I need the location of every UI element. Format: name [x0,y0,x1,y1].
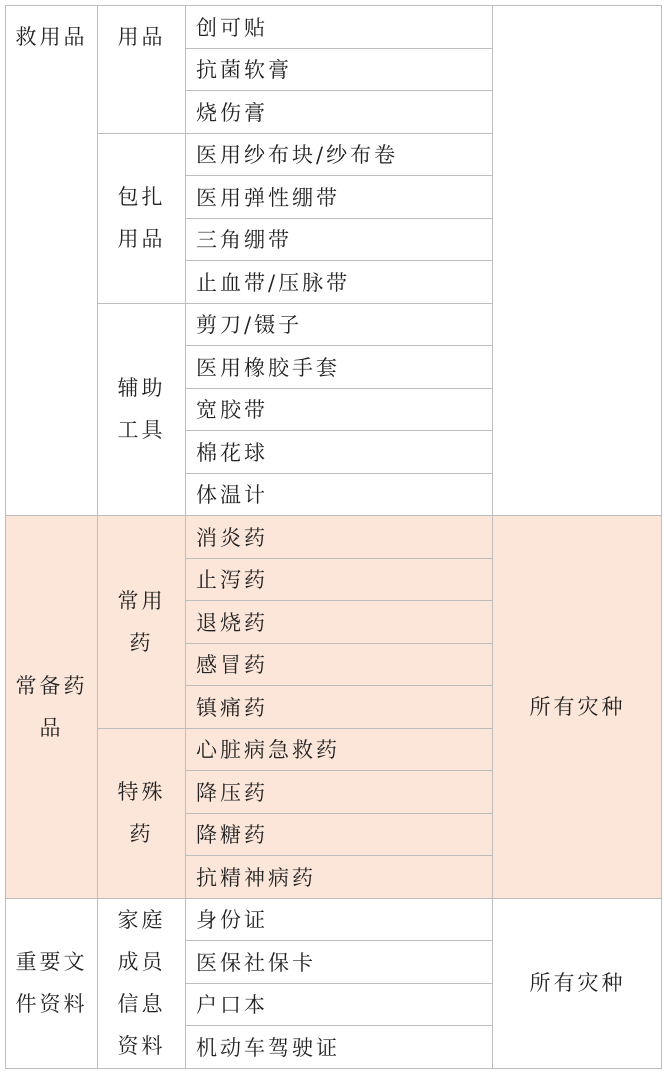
item-row [185,175,492,218]
section-note [492,898,662,1068]
item-label: 退烧药 [196,610,268,635]
item-label: 医用弹性绷带 [196,185,340,210]
section-title-text [16,941,88,1025]
item-label: 降压药 [196,780,268,805]
item-row [185,940,492,983]
item-row [185,643,492,686]
group-name-text [118,16,166,58]
group-name [97,728,185,898]
item-row [185,898,492,941]
group-name [97,515,185,728]
section-title-line: 常备药 [15,673,88,698]
section-note [492,515,662,898]
item-label: 感冒药 [196,653,268,678]
item-row [185,218,492,261]
item-label: 创可贴 [196,15,268,40]
group-name-line: 信息 [117,992,166,1016]
section-title-line: 件资料 [15,992,88,1016]
group-name-line: 常用 [117,588,166,613]
item-row [185,515,492,558]
item-label: 医用纱布块/纱布卷 [196,143,399,168]
group-name [97,898,185,1068]
item-row [185,345,492,388]
item-label: 剪刀/镊子 [196,313,303,338]
group-name-text [118,580,166,664]
item-label: 降糖药 [196,823,268,848]
item-row [185,685,492,728]
item-label: 体温计 [196,483,268,508]
item-row [185,1025,492,1068]
item-label: 抗菌软膏 [196,58,292,83]
item-label: 三角绷带 [196,228,292,253]
item-label: 止泻药 [196,568,268,593]
section-title-text [16,665,88,749]
item-row [185,983,492,1026]
group-name-line: 药 [129,630,154,655]
item-row [185,770,492,813]
group-name-text [118,367,166,451]
section-title-text [16,16,88,58]
group-name-line: 包扎 [117,185,166,209]
item-label: 镇痛药 [196,695,268,720]
item-row [185,728,492,771]
item-label: 止血带/压脉带 [196,270,351,295]
item-row [185,473,492,516]
item-row [185,855,492,898]
group-name-text [118,771,166,855]
group-name-line: 药 [129,822,154,846]
note-text: 所有灾种 [529,971,626,995]
item-label: 棉花球 [196,440,268,465]
item-label: 医用橡胶手套 [196,355,340,380]
group-name-line: 用品 [117,25,166,49]
section-note [492,5,662,515]
item-row [185,133,492,176]
item-label: 医保社保卡 [196,950,316,975]
note-text: 所有灾种 [529,694,626,719]
item-row [185,303,492,346]
group-name-text [118,899,166,1067]
item-label: 机动车驾驶证 [196,1035,340,1060]
group-name-text [118,176,166,260]
group-name-line: 用品 [117,227,166,251]
item-label: 宽胶带 [196,398,268,423]
group-name-line: 特殊 [117,780,166,804]
group-name-line: 工具 [117,418,166,443]
item-row [185,388,492,431]
item-row [185,600,492,643]
item-row [185,558,492,601]
item-row [185,430,492,473]
group-name [97,5,185,133]
item-label: 抗精神病药 [196,865,316,890]
item-row [185,260,492,303]
group-name-line: 辅助 [117,376,166,401]
item-row [185,5,492,48]
item-row [185,90,492,133]
group-name-line: 资料 [117,1034,166,1058]
item-label: 烧伤膏 [196,100,268,125]
item-label: 消炎药 [196,525,268,550]
section-title-line: 品 [39,715,64,740]
item-row [185,48,492,91]
group-name-line: 成员 [117,950,166,974]
item-label: 身份证 [196,908,268,933]
group-name [97,303,185,516]
section-title [5,515,97,898]
section-title [5,898,97,1068]
group-name-line: 家庭 [117,908,166,932]
section-title-line: 重要文 [15,950,88,974]
section-title [5,5,97,515]
item-row [185,813,492,856]
item-label: 心脏病急救药 [196,738,340,763]
section-title-line: 救用品 [15,25,88,49]
group-name [97,133,185,303]
item-label: 户口本 [196,993,268,1018]
